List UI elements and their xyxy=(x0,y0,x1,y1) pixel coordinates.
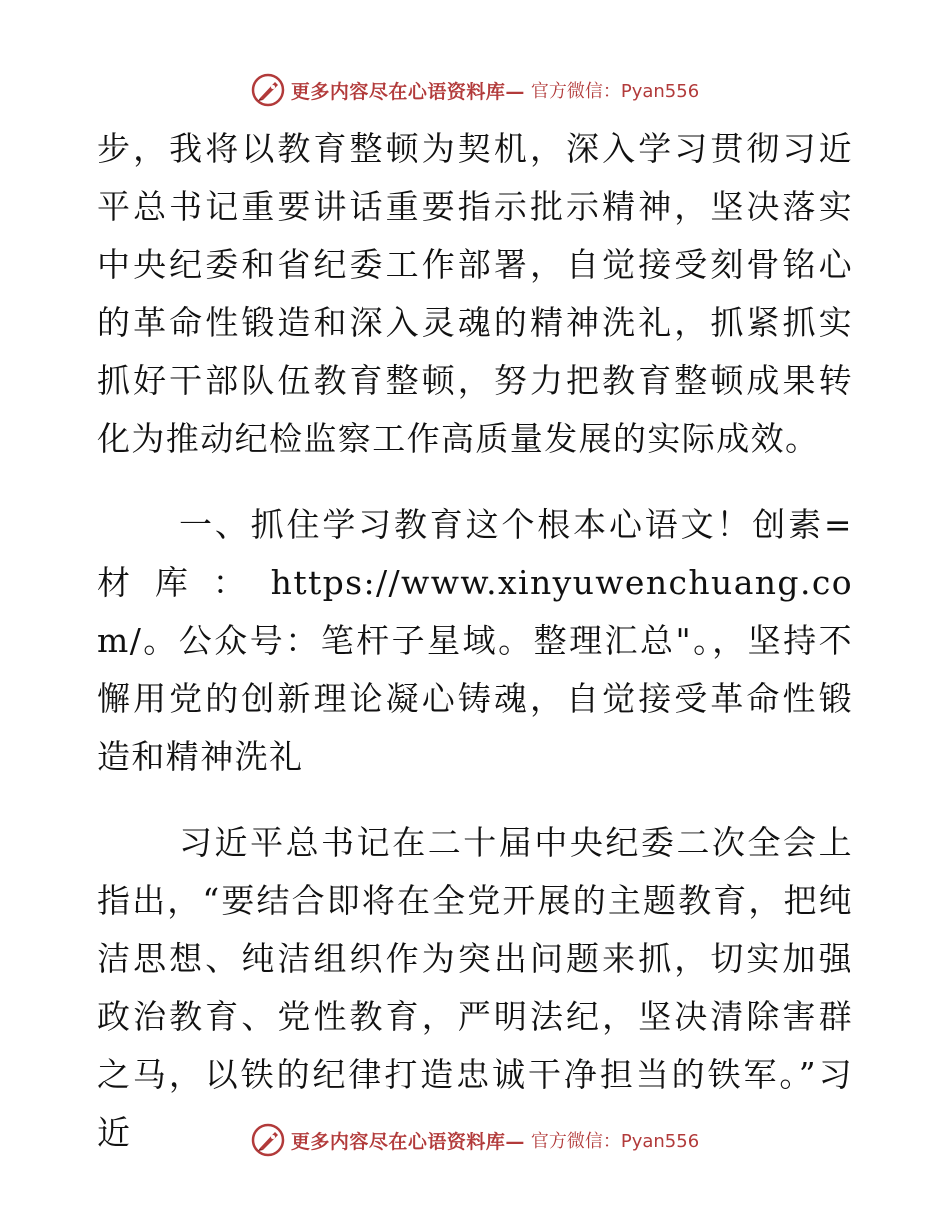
header-banner-inner xyxy=(251,73,699,107)
document-body xyxy=(97,120,853,1162)
paragraph-3: 习近平总书记在二十届中央纪委二次全会上指出，“要结合即将在全党开展的主题教育，把纯洁思想、纯洁组织作为突出问题来抓，切实加强政治教育、党性教育，严明法纪，坚决清除害群之马，以铁的纪律打造忠诚干净担当的铁军。”习近 xyxy=(97,823,853,1152)
header-banner xyxy=(0,70,950,110)
quill-pen-logo-icon xyxy=(251,1123,285,1157)
banner-main-text: 更多内容尽在心语资料库— xyxy=(290,1130,525,1153)
footer-banner-inner xyxy=(251,1123,699,1157)
paragraph-2: 一、抓住学习教育这个根本心语文！创素=材库：https://www.xinyuwenchuang.com/。公众号：笔杆子星域。整理汇总"。，坚持不懈用党的创新理论凝心铸魂，自觉接受革命性锻造和精神洗礼 xyxy=(97,505,853,776)
quill-pen-logo-icon xyxy=(251,73,285,107)
paragraph-1: 步，我将以教育整顿为契机，深入学习贯彻习近平总书记重要讲话重要指示批示精神，坚决落实中央纪委和省纪委工作部署，自觉接受刻骨铭心的革命性锻造和深入灵魂的精神洗礼，抓紧抓实抓好干部队伍教育整顿，努力把教育整顿成果转化为推动纪检监察工作高质量发展的实际成效。 xyxy=(97,129,853,458)
banner-wechat-text: 官方微信：Pyan556 xyxy=(530,1131,700,1152)
banner-main-text: 更多内容尽在心语资料库— xyxy=(290,80,525,103)
footer-banner xyxy=(0,1120,950,1160)
banner-wechat-text: 官方微信：Pyan556 xyxy=(530,81,700,102)
